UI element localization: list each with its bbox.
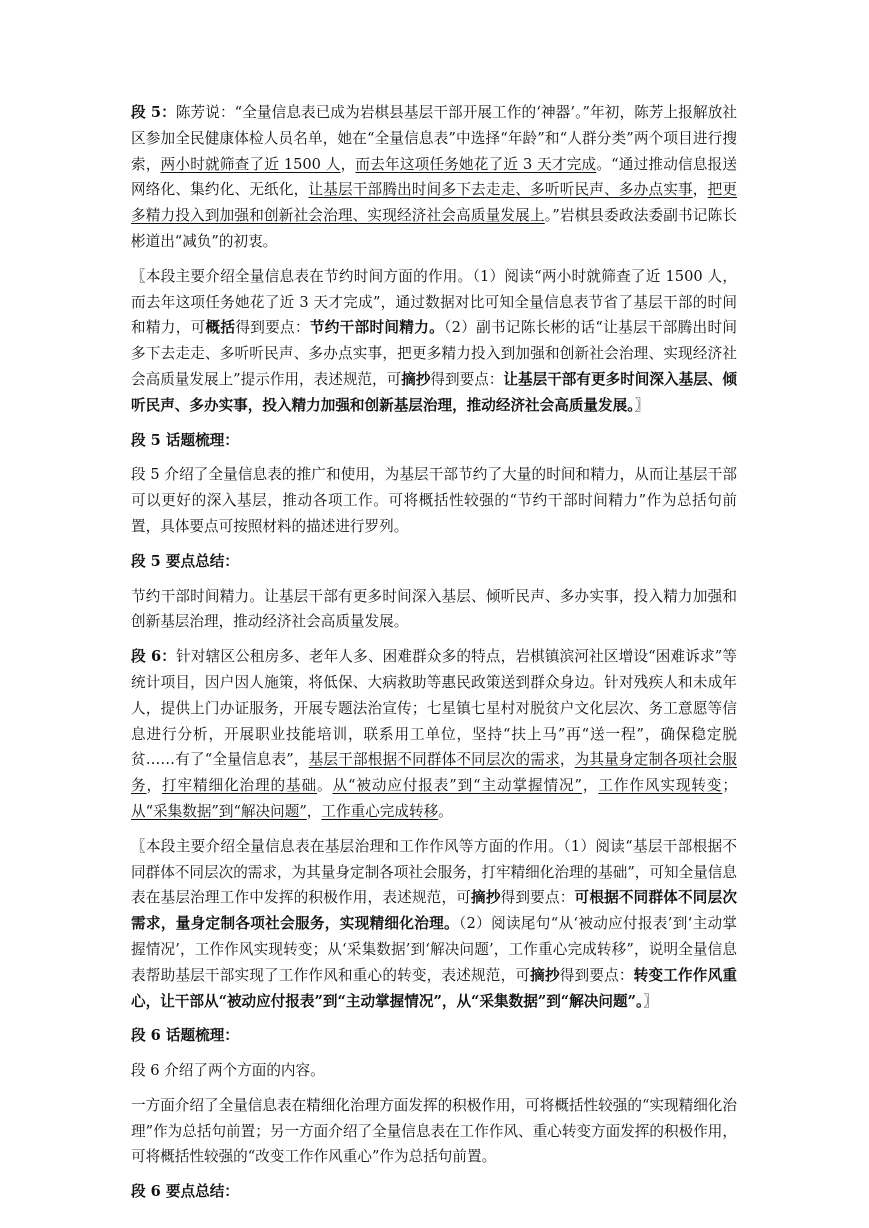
seg6-label: 段 6： (131, 648, 177, 666)
analysis-point: 让基层干部有更多时间深入基层、倾听民声、多办实事，投入精力加强和创新基层治理，推动经济社会高质量发展。 (131, 370, 737, 414)
seg6-text: 。 (438, 802, 453, 820)
seg5-underline: 把更多精力投入到加强和创新社会治理、实现经济社会高质量发展上 (131, 181, 737, 225)
analysis-text: 〗 (634, 396, 650, 414)
analysis-method: 概括 (205, 319, 236, 337)
seg6-topic-heading: 段 6 话题梳理： (131, 1027, 239, 1045)
analysis-point: 节约干部时间精力。 (309, 319, 445, 337)
seg6-underline: 工作重心完成转移 (321, 802, 439, 820)
seg6-underline: 从“采集数据”到“解决问题” (131, 802, 307, 820)
document-page (131, 100, 737, 1214)
seg5-text: 陈芳说：“全量信息表已成为岩棋县基层干部开展工作的‘神器’。”年初，陈芳上报解放社区参加全民健康体检人员名单，她在“全量信息表”中选择“年龄”和“人群分类”两个项目进行搜索， (131, 104, 737, 173)
analysis-text: 得到要点： (430, 370, 504, 388)
analysis-method: 摘抄 (401, 370, 431, 388)
seg5-topic-heading: 段 5 话题梳理： (131, 431, 239, 449)
seg6-text: ， (306, 802, 322, 820)
analysis-text: 〖本段主要介绍全量信息表在基层治理和工作作风等方面的作用。（1）阅读“基层干部根据不同群体不同层次的需求，为其量身定制各项社会服务，打牢精细化治理的基础”，可知全量信息表在基层治理工作中发挥的积极作用，表述规范，可 (131, 837, 737, 907)
seg6-underline: 打牢精细化治理的基础 (162, 777, 317, 795)
seg5-underline: 两小时就筛查了近 1500 人 (160, 155, 341, 173)
paragraph-seg5-analysis (131, 264, 737, 419)
seg6-topic-text-2: 一方面介绍了全量信息表在精细化治理方面发挥的积极作用，可将概括性较强的“实现精细化治理”作为总括句前置；另一方面介绍了全量信息表在工作作风、重心转变方面发挥的积极作用，可将概括性较强的“改变工作作风重心”作为总括句前置。 (131, 1096, 737, 1166)
paragraph-seg5 (131, 100, 737, 255)
seg6-text: 针对辖区公租房多、老年人多、困难群众多的特点，岩棋镇滨河社区增设“困难诉求”等统计项目，因户因人施策，将低保、大病救助等惠民政策送到群众身边。针对残疾人和未成年人，提供上门办证服务，开展专题法治宣传；七星镇七星村对脱贫户文化层次、务工意愿等信息进行分析，开展职业技能培训，联系用工单位，坚持“扶上马”再“送一程”，确保稳定脱贫……有了“全量信息表”， (131, 648, 737, 769)
seg6-underline: 从“被动应付报表”到“主动掌握情况” (332, 777, 582, 795)
analysis-text: （2）阅读尾句“从‘被动应付报表’到‘主动掌握情况’，工作作风实现转变；从‘采集数据’到‘解决问题’，工作重心完成转移”，说明全量信息表帮助基层干部实现了工作作风和重心的转变，表述规范，可 (131, 915, 737, 984)
seg6-text: ； (722, 777, 737, 795)
seg5-underline: 而去年这项任务她花了近 3 天才完成 (355, 155, 597, 173)
seg5-topic-text: 段 5 介绍了全量信息表的推广和使用，为基层干部节约了大量的时间和精力，从而让基层干部可以更好的深入基层，推动各项工作。可将概括性较强的“节约干部时间精力”作为总括句前置，具体要点可按照材料的描述进行罗列。 (131, 466, 737, 535)
analysis-text: 得到要点： (235, 319, 310, 337)
seg6-text: 。 (316, 777, 333, 795)
seg5-underline: 让基层干部腾出时间多下去走走、多听听民声、多办点实事 (308, 181, 693, 199)
seg6-underline: 基层干部根据不同群体不同层次的需求 (308, 751, 560, 769)
analysis-text: 〖本段主要介绍全量信息表在节约时间方面的作用。（1）阅读“两小时就筛查了近 1500 人，而去年这项任务她花了近 3 天才完成”，通过数据对比可知全量信息表节省了基层干部的时间和精力，可 (131, 267, 737, 337)
seg6-text: ， (581, 777, 599, 795)
seg6-underline: 工作作风实现转变 (598, 777, 723, 795)
analysis-text: （2）副书记陈长彬的话“让基层干部腾出时间多下去走走、多听听民声、多办点实事，把更多精力投入到加强和创新社会治理、实现经济社会高质量发展上”提示作用，表述规范，可 (131, 319, 737, 388)
seg6-summary-heading: 段 6 要点总结： (131, 1183, 239, 1201)
seg5-text: ， (692, 181, 708, 199)
seg5-text: 。“通过推动信息报送网络化、集约化、无纸化， (131, 155, 737, 199)
seg5-summary-text: 节约干部时间精力。让基层干部有更多时间深入基层、倾听民声、多办实事，投入精力加强和创新基层治理，推动经济社会高质量发展。 (131, 587, 737, 631)
analysis-text: 〗 (643, 992, 658, 1010)
seg5-text: 。”岩棋县委政法委副书记陈长彬道出“减负”的初衷。 (131, 207, 737, 250)
seg6-text: ， (146, 777, 162, 795)
seg5-text: ， (340, 155, 356, 173)
seg5-summary-heading: 段 5 要点总结： (131, 552, 239, 570)
analysis-point: 转变工作作风重心，让干部从“被动应付报表”到“主动掌握情况”，从“采集数据”到“解决问题”。 (131, 966, 737, 1010)
analysis-point: 可根据不同群体不同层次需求，量身定制各项社会服务，实现精细化治理。 (131, 889, 737, 933)
paragraph-seg6 (131, 644, 737, 825)
paragraph-seg6-analysis (131, 834, 737, 1015)
analysis-method: 摘抄 (471, 889, 501, 907)
seg6-text: ， (559, 751, 575, 769)
analysis-text: 得到要点： (559, 966, 634, 984)
analysis-text: 得到要点： (500, 889, 575, 907)
seg6-topic-text-1: 段 6 介绍了两个方面的内容。 (131, 1062, 325, 1080)
analysis-method: 摘抄 (530, 966, 560, 984)
seg6-underline: 为其量身定制各项社会服务 (131, 751, 737, 795)
seg5-label: 段 5： (131, 104, 176, 121)
